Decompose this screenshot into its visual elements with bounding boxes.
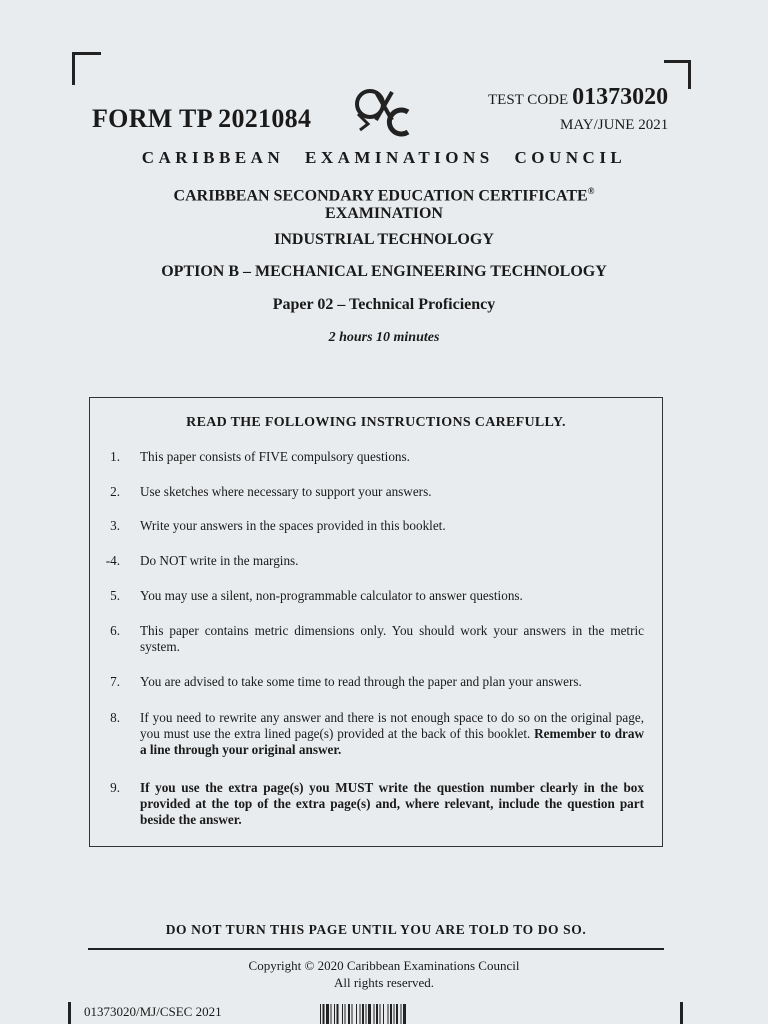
- barcode-bar: [320, 1004, 321, 1024]
- corner-mark-top-left: [72, 52, 101, 85]
- instructions-heading: READ THE FOLLOWING INSTRUCTIONS CAREFULLY.: [186, 415, 566, 430]
- barcode-bar: [366, 1004, 367, 1024]
- barcode-bar: [360, 1004, 361, 1024]
- barcode-bar: [376, 1004, 378, 1024]
- barcode-bar: [345, 1004, 346, 1024]
- barcode-bar: [334, 1004, 335, 1024]
- do-not-turn-warning: DO NOT TURN THIS PAGE UNTIL YOU ARE TOLD TO DO SO.: [165, 922, 587, 937]
- instruction-number: 8.: [110, 710, 120, 725]
- barcode-bar: [362, 1004, 364, 1024]
- instruction-text: Write your answers in the spaces provided in this booklet.: [140, 518, 446, 533]
- barcode-bar: [342, 1004, 343, 1024]
- test-code: [488, 84, 668, 111]
- instruction-bold-text: Remember to draw a line through your original answer.: [140, 726, 644, 757]
- barcode-bar: [390, 1004, 392, 1024]
- instruction-number: 5.: [110, 588, 120, 603]
- certificate-title: [0, 182, 768, 223]
- instruction-text-block: [140, 710, 644, 758]
- test-code-number: 01373020: [572, 84, 669, 110]
- paper-code: 01373020/MJ/CSEC 2021: [84, 1004, 222, 1019]
- rights-line: All rights reserved.: [333, 975, 434, 990]
- subject-title: INDUSTRIAL TECHNOLOGY: [274, 231, 494, 248]
- barcode-bar: [396, 1004, 398, 1024]
- copyright-line: Copyright © 2020 Caribbean Examinations Council: [248, 958, 520, 973]
- margin-mark-left: [68, 1002, 71, 1024]
- certificate-line-2: EXAMINATION: [325, 205, 443, 223]
- council-name: CARIBBEAN EXAMINATIONS COUNCIL: [141, 148, 627, 167]
- logo-text: CXC: [346, 84, 349, 85]
- instruction-text: This paper contains metric dimensions only. You should work your answers in the metric system.: [140, 623, 644, 654]
- barcode-bar: [368, 1004, 371, 1024]
- barcode: [320, 1004, 448, 1024]
- exam-session: MAY/JUNE 2021: [560, 117, 669, 133]
- barcode-bar: [323, 1004, 325, 1024]
- barcode-bar: [383, 1004, 384, 1024]
- paper-title: Paper 02 – Technical Proficiency: [272, 296, 496, 313]
- copyright-notice: [0, 957, 768, 991]
- instruction-number: -4.: [105, 553, 120, 568]
- barcode-bar: [356, 1004, 357, 1024]
- barcode-bar: [374, 1004, 375, 1024]
- barcode-bar: [348, 1004, 350, 1024]
- form-code: FORM TP 2021084: [92, 104, 312, 133]
- exam-duration: 2 hours 10 minutes: [328, 330, 440, 345]
- instruction-text: Do NOT write in the margins.: [140, 553, 299, 568]
- instruction-text: If you use the extra page(s) you MUST write the question number clearly in the box provided at the top of the extra page(s) and, where relevant, include the question part beside the answer.: [140, 780, 644, 827]
- instruction-text: You may use a silent, non-programmable calculator to answer questions.: [140, 588, 523, 603]
- barcode-bar: [352, 1004, 353, 1024]
- instruction-text: If you need to rewrite any answer and there is not enough space to do so on the original page, you must use the extra lined page(s) provided at the back of this booklet.: [140, 710, 644, 741]
- instruction-number: 2.: [110, 484, 120, 499]
- instruction-number: 3.: [110, 518, 120, 533]
- margin-mark-right: [680, 1002, 683, 1024]
- barcode-bar: [401, 1004, 402, 1024]
- barcode-bar: [380, 1004, 381, 1024]
- instruction-text: This paper consists of FIVE compulsory questions.: [140, 449, 410, 464]
- barcode-bar: [326, 1004, 329, 1024]
- certificate-line-1: CARIBBEAN SECONDARY EDUCATION CERTIFICATE: [173, 187, 588, 205]
- test-code-label: TEST CODE: [488, 92, 569, 108]
- instructions-box: [89, 397, 663, 847]
- instruction-text: You are advised to take some time to read through the paper and plan your answers.: [140, 674, 582, 689]
- barcode-bar: [403, 1004, 406, 1024]
- barcode-bar: [331, 1004, 332, 1024]
- instruction-number: 6.: [110, 623, 120, 638]
- barcode-bar: [394, 1004, 395, 1024]
- instruction-text: Use sketches where necessary to support your answers.: [140, 484, 432, 499]
- barcode-bar: [337, 1004, 339, 1024]
- option-title: OPTION B – MECHANICAL ENGINEERING TECHNOLOGY: [161, 263, 607, 280]
- barcode-bar: [388, 1004, 389, 1024]
- footer-divider: [88, 948, 664, 950]
- cxc-logo: [346, 84, 416, 140]
- instruction-number: 9.: [110, 780, 120, 795]
- registered-mark: ®: [587, 186, 595, 196]
- instruction-number: 7.: [110, 674, 120, 689]
- instruction-number: 1.: [110, 449, 120, 464]
